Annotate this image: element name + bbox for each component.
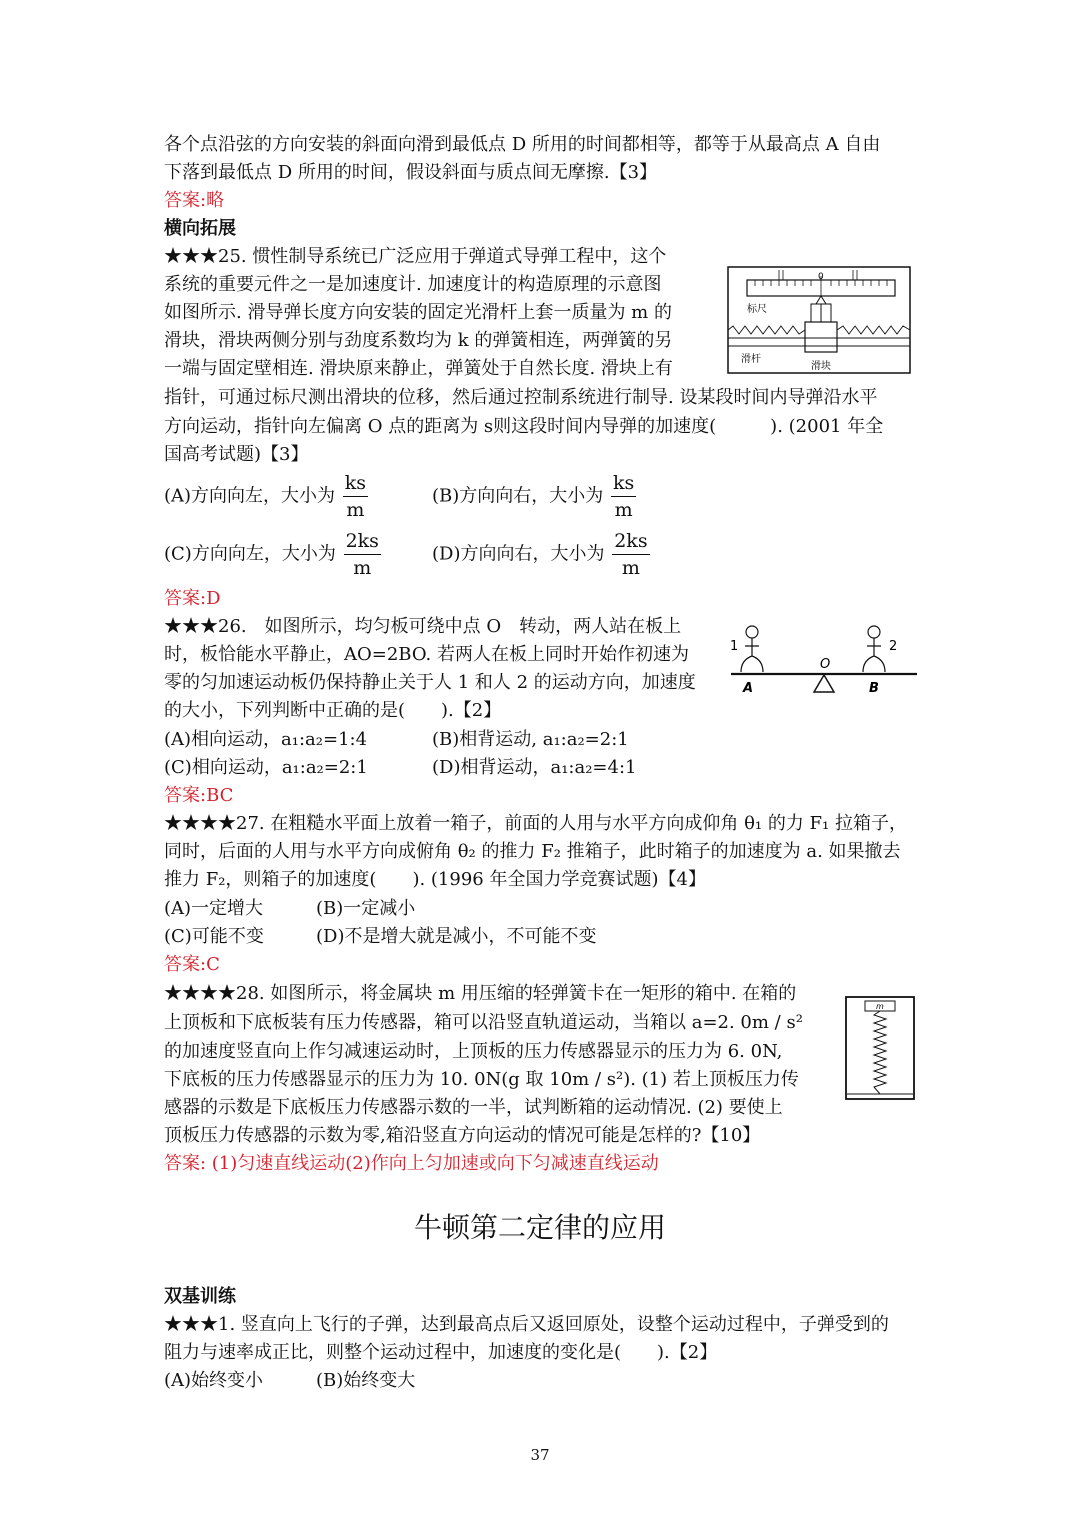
q25-line: 方向运动，指针向左偏离 O 点的距离为 s则这段时间内导弹的加速度( ). (2001 年全 [164,416,884,437]
q25-option-a-text: (A)方向向左，大小为 [164,485,336,507]
q25-option-d-fraction [612,528,649,581]
q1-line: ★★★1. 竖直向上飞行的子弹，达到最高点后又返回原处，设整个运动过程中，子弹受到的 [164,1314,889,1335]
q1-line: 阻力与速率成正比，则整个运动过程中，加速度的变化是( ).【2】 [164,1342,718,1363]
q26-option-c: (C)相向运动，a₁:a₂=2:1 [164,757,368,778]
q25-line: 国高考试题)【3】 [164,444,309,465]
rod-label: 滑杆 [741,354,761,365]
q26-line: 的大小，下列判断中正确的是( ).【2】 [164,700,502,721]
seesaw-figure [727,620,919,698]
q27-line: 推力 F₂，则箱子的加速度( ). (1996 年全国力学竞赛试题)【4】 [164,869,706,890]
fraction-denominator: m [346,499,365,521]
q26-line: 时，板恰能水平静止，AO=2BO. 若两人在板上同时开始作初速为 [164,644,689,665]
q26-line: 零的匀加速运动板仍保持静止关于人 1 和人 2 的运动方向，加速度 [164,672,696,693]
q27-option-c: (C)可能不变 [164,926,264,947]
q25-line: 系统的重要元件之一是加速度计. 加速度计的构造原理的示意图 [164,274,662,295]
q26-answer: 答案:BC [164,785,234,806]
q26-option-d: (D)相背运动，a₁:a₂=4:1 [432,757,637,778]
q1-option-a: (A)始终变小 [164,1370,264,1391]
accelerometer-figure [727,266,911,376]
spring-box-figure [845,996,915,1100]
section-heading: 横向拓展 [164,218,236,239]
fraction-denominator: m [621,557,640,579]
q25-line: 滑块，滑块两侧分别与劲度系数均为 k 的弹簧相连，两弹簧的另 [164,330,673,351]
fraction-numerator: 2ks [612,528,649,555]
q27-option-b: (B)一定减小 [316,898,416,919]
q28-answer: 答案: (1)匀速直线运动(2)作向上匀加速或向下匀减速直线运动 [164,1153,659,1174]
pivot-o-label: O [820,657,831,672]
intro-line-1: 各个点沿弦的方向安装的斜面向滑到最低点 D 所用的时间都相等，都等于从最高点 A 自由 [164,134,881,155]
q28-line: 顶板压力传感器的示数为零,箱沿竖直方向运动的情况可能是怎样的?【10】 [164,1125,761,1146]
q25-option-a [164,470,368,523]
q28-line: 感器的示数是下底板压力传感器示数的一半，试判断箱的运动情况. (2) 要使上 [164,1097,783,1118]
q25-option-b [432,470,636,523]
q25-option-d [432,528,650,581]
person-2-label: 2 [889,639,898,654]
q26-option-b: (B)相背运动, a₁:a₂=2:1 [432,729,629,750]
q26-line: ★★★26. 如图所示，均匀板可绕中点 O 转动，两人站在板上 [164,616,682,637]
q25-option-c [164,528,381,581]
q25-line: 如图所示. 滑导弹长度方向安装的固定光滑杆上套一质量为 m 的 [164,302,672,323]
fraction-denominator: m [353,557,372,579]
fraction-numerator: 2ks [344,528,381,555]
ruler-label: 标尺 [747,304,767,315]
q28-line: 下底板的压力传感器显示的压力为 10. 0N(g 取 10m / s²). (1) 若上顶板压力传 [164,1069,799,1090]
q28-line: 的加速度竖直向上作匀减速运动时，上顶板的压力传感器显示的压力为 6. 0N, [164,1041,783,1062]
fraction-numerator: ks [343,470,368,497]
q26-option-a: (A)相向运动，a₁:a₂=1:4 [164,729,368,750]
fraction-denominator: m [614,499,633,521]
ruler-zero-label: 0 [818,272,824,282]
q27-answer: 答案:C [164,954,220,975]
intro-answer: 答案:略 [164,190,225,211]
fraction-numerator: ks [611,470,636,497]
q25-line: 指针，可通过标尺测出滑块的位移，然后通过控制系统进行制导. 设某段时间内导弹沿水平 [164,387,878,408]
intro-line-2: 下落到最低点 D 所用的时间，假设斜面与质点间无摩擦.【3】 [164,162,658,183]
mass-label: m [876,1002,884,1011]
q25-option-a-fraction [343,470,368,523]
q25-answer: 答案:D [164,588,221,609]
q28-line: 上顶板和下底板装有压力传感器，箱可以沿竖直轨道运动，当箱以 a=2. 0m / s² [164,1012,803,1033]
q25-option-d-text: (D)方向向右，大小为 [432,543,605,565]
q25-option-c-fraction [344,528,381,581]
q28-line: ★★★★28. 如图所示，将金属块 m 用压缩的轻弹簧卡在一矩形的箱中. 在箱的 [164,983,797,1004]
page-number: 37 [530,1446,550,1464]
q27-line: ★★★★27. 在粗糙水平面上放着一箱子，前面的人用与水平方向成仰角 θ₁ 的力 F₁ 拉箱子， [164,813,907,834]
q27-option-a: (A)一定增大 [164,898,264,919]
point-b-label: B [869,681,879,696]
q1-option-b: (B)始终变大 [316,1370,416,1391]
chapter-title: 牛顿第二定律的应用 [413,1211,666,1244]
q27-line: 同时，后面的人用与水平方向成俯角 θ₂ 的推力 F₂ 推箱子，此时箱子的加速度为 a. 如果撤去 [164,841,901,862]
point-a-label: A [743,681,754,696]
q25-option-b-text: (B)方向向右，大小为 [432,485,604,507]
q25-option-c-text: (C)方向向左，大小为 [164,543,336,565]
q25-option-b-fraction [611,470,636,523]
person-1-label: 1 [730,639,739,654]
slider-label: 滑块 [811,361,831,372]
q25-line: 一端与固定壁相连. 滑块原来静止，弹簧处于自然长度. 滑块上有 [164,358,673,379]
sub-heading: 双基训练 [164,1286,236,1307]
q27-option-d: (D)不是增大就是减小，不可能不变 [316,926,597,947]
q25-line: ★★★25. 惯性制导系统已广泛应用于弹道式导弹工程中，这个 [164,246,667,267]
